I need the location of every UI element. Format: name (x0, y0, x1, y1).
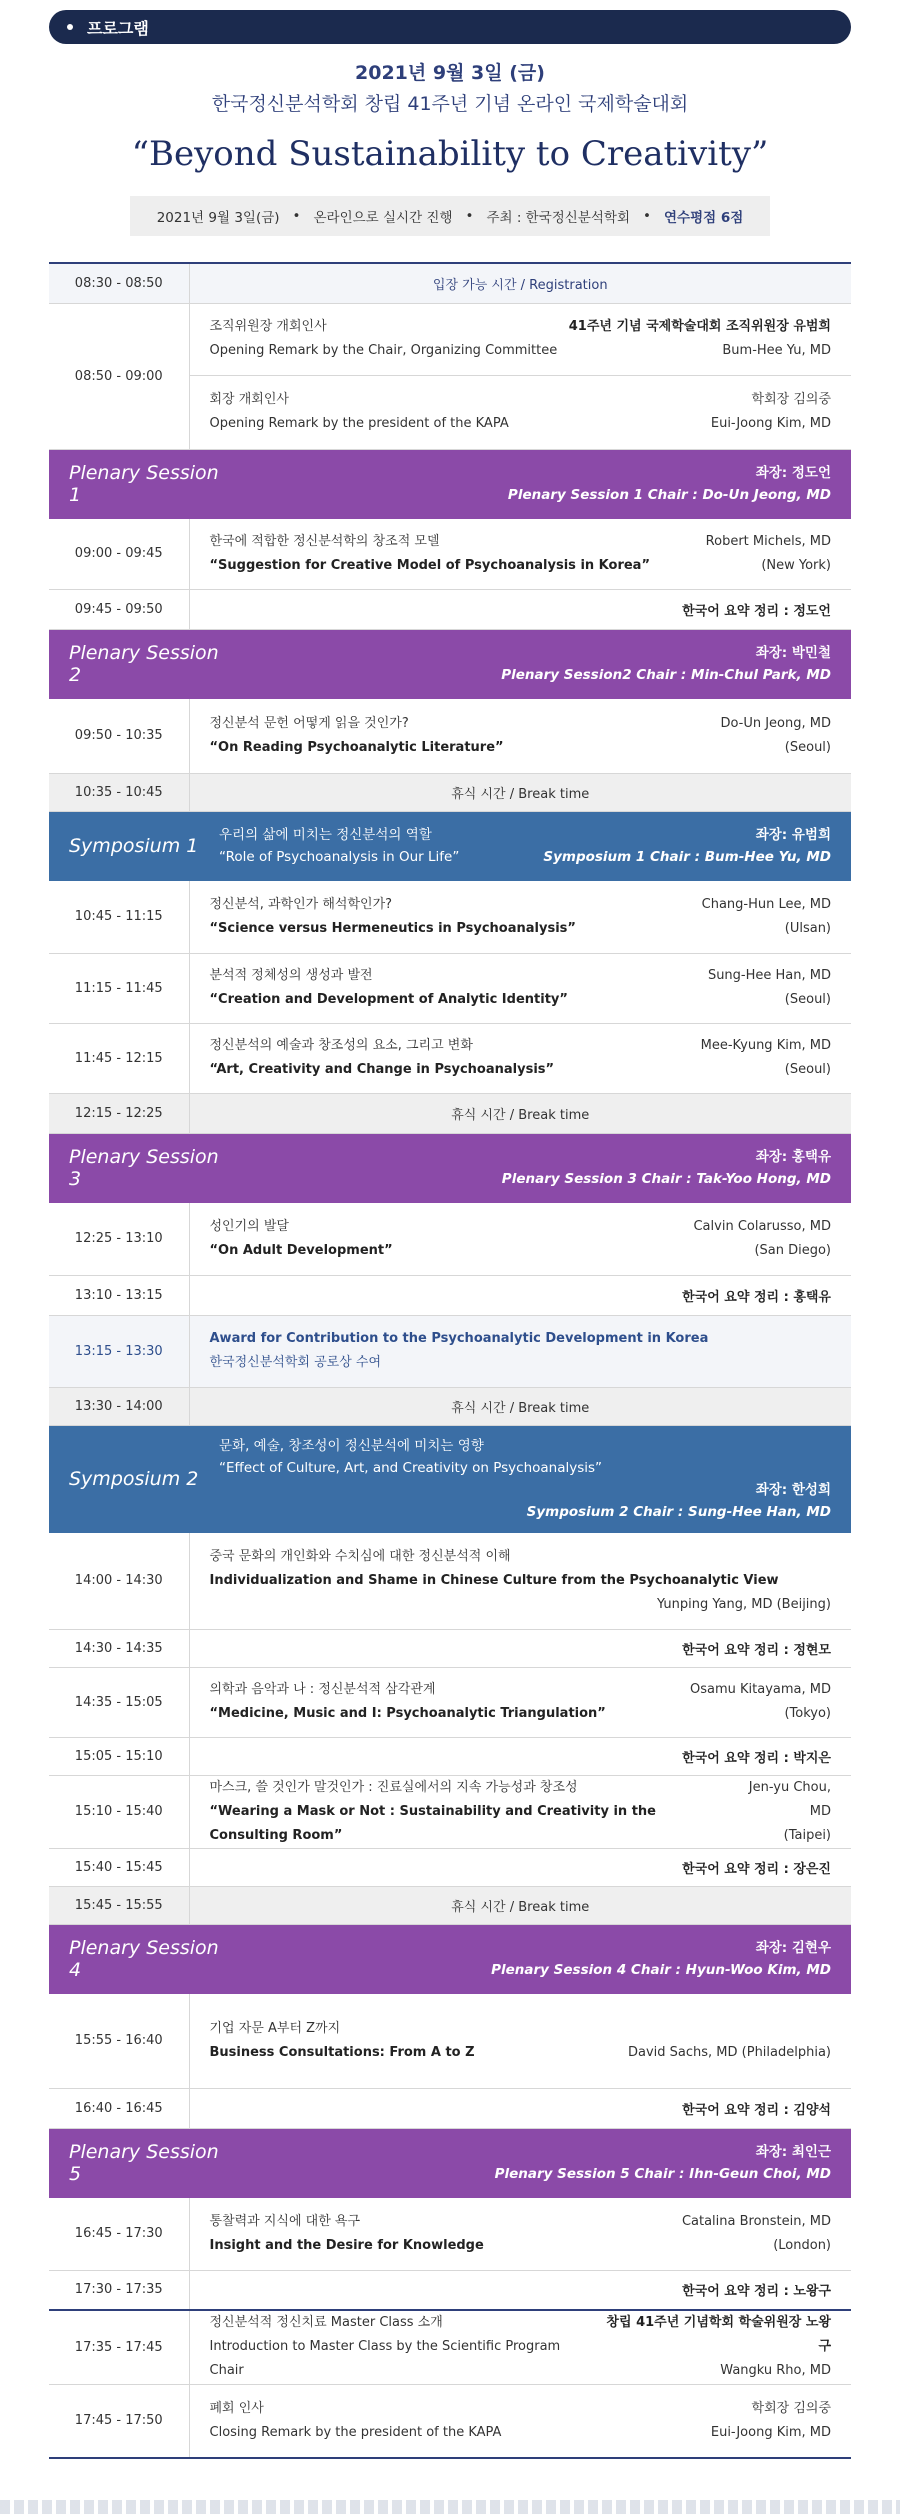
speaker-city: (Taipei) (783, 1827, 831, 1843)
row-time: 13:30 - 14:00 (49, 1387, 189, 1425)
chair-en: Plenary Session 3 Chair : Tak-Yoo Hong, MD (501, 1171, 831, 1188)
row-time: 12:15 - 12:25 (49, 1093, 189, 1133)
schedule-row (49, 1775, 851, 1848)
item-en: Opening Remark by the president of the KAPA (209, 416, 509, 431)
item-ko: 폐회 인사 (209, 2400, 264, 2416)
info-date: 2021년 9월 3일(금) (156, 210, 280, 226)
info-credit: 연수평점 6점 (663, 210, 744, 226)
row-time: 09:50 - 10:35 (49, 699, 189, 773)
talk-ko: 한국에 적합한 정신분석학의 창조적 모델 (209, 533, 440, 549)
break-row (49, 1093, 851, 1133)
speaker-city: (Tokyo) (784, 1706, 831, 1721)
talk-en: “On Reading Psychoanalytic Literature” (209, 739, 504, 755)
schedule-table (49, 262, 851, 2459)
summary-text: 한국어 요약 정리 : 정도언 (189, 589, 851, 629)
event-title: “Beyond Sustainability to Creativity” (131, 134, 769, 174)
speaker: Mee-Kyung Kim, MD (700, 1038, 831, 1053)
talk-en: “Suggestion for Creative Model of Psychoanalysis in Korea” (209, 557, 650, 573)
symposium-theme-en: “Role of Psychoanalysis in Our Life” (219, 849, 460, 866)
row-time: 10:35 - 10:45 (49, 773, 189, 811)
speaker: Sung-Hee Han, MD (707, 968, 831, 983)
speaker-city: (London) (773, 2237, 831, 2253)
summary-text: 한국어 요약 정리 : 정현모 (189, 1629, 851, 1667)
speaker-ko: 창립 41주년 기념학회 학술위원장 노왕구 (606, 2315, 831, 2355)
talk-ko: 의학과 음악과 나 : 정신분석적 삼각관계 (209, 1682, 436, 1697)
session-title: Plenary Session 5 (69, 2141, 219, 2186)
speaker-city: (Ulsan) (784, 920, 831, 936)
symposium-2-band (49, 1425, 851, 1533)
talk-ko: 성인기의 발달 (209, 1218, 289, 1234)
speaker: David Sachs, MD (Philadelphia) (627, 2044, 831, 2060)
talk-ko: 중국 문화의 개인화와 수치심에 대한 정신분석적 이해 (209, 1548, 511, 1564)
speaker: Do-Un Jeong, MD (720, 715, 831, 731)
chair-ko: 좌장: 최인근 (755, 2144, 831, 2161)
row-time: 15:40 - 15:45 (49, 1848, 189, 1886)
item-ko: 조직위원장 개회인사 (209, 319, 327, 334)
row-time: 08:50 - 09:00 (49, 303, 189, 449)
speaker: Calvin Colarusso, MD (693, 1218, 831, 1234)
item-en: Opening Remark by the Chair, Organizing Committee (209, 343, 558, 358)
chair-ko: 좌장: 정도언 (755, 465, 831, 482)
talk-en: “On Adult Development” (209, 1242, 393, 1258)
row-time: 15:45 - 15:55 (49, 1886, 189, 1924)
row-time: 15:10 - 15:40 (49, 1775, 189, 1848)
summary-row (49, 2088, 851, 2128)
row-time: 14:35 - 15:05 (49, 1667, 189, 1737)
speaker-en: Bum-Hee Yu, MD (722, 343, 831, 358)
talk-en: Individualization and Shame in Chinese Culture from the Psychoanalytic View (209, 1572, 779, 1588)
summary-row (49, 1737, 851, 1775)
speaker: Catalina Bronstein, MD (681, 2213, 831, 2229)
summary-text: 한국어 요약 정리 : 노왕구 (189, 2270, 851, 2310)
talk-en: “Creation and Development of Analytic Identity” (209, 992, 568, 1007)
program-label: 프로그램 (87, 18, 149, 38)
event-date: 2021년 9월 3일 (금) (355, 62, 545, 84)
talk-ko: 기업 자문 A부터 Z까지 (209, 2020, 341, 2036)
talk-en: Insight and the Desire for Knowledge (209, 2237, 484, 2253)
talk-en: “Art, Creativity and Change in Psychoanalysis” (209, 1062, 555, 1077)
schedule-row (49, 1203, 851, 1275)
chair-ko: 좌장: 유범희 (755, 827, 831, 844)
row-time: 09:00 - 09:45 (49, 519, 189, 589)
event-info-bar (130, 196, 770, 236)
info-mode: 온라인으로 실시간 진행 (313, 210, 453, 226)
summary-text: 한국어 요약 정리 : 박지은 (189, 1737, 851, 1775)
symposium-theme-en: “Effect of Culture, Art, and Creativity on Psychoanalysis” (219, 1460, 603, 1477)
schedule-row (49, 1667, 851, 1737)
info-separator: • (643, 208, 651, 224)
row-time: 11:15 - 11:45 (49, 953, 189, 1023)
row-time: 13:10 - 13:15 (49, 1275, 189, 1315)
speaker-city: (New York) (761, 557, 831, 573)
info-separator: • (465, 208, 474, 224)
schedule-row (49, 1994, 851, 2088)
schedule-row (49, 519, 851, 589)
row-time: 14:30 - 14:35 (49, 1629, 189, 1667)
summary-row (49, 1275, 851, 1315)
row-time: 08:30 - 08:50 (49, 263, 189, 303)
plenary-session-5-band (49, 2128, 851, 2198)
row-time: 16:45 - 17:30 (49, 2198, 189, 2270)
speaker: Osamu Kitayama, MD (690, 1682, 831, 1697)
summary-text: 한국어 요약 정리 : 홍택유 (189, 1275, 851, 1315)
session-title: Plenary Session 1 (69, 462, 219, 507)
chair-ko: 좌장: 박민철 (755, 645, 831, 662)
chair-en: Symposium 1 Chair : Bum-Hee Yu, MD (543, 849, 831, 866)
talk-ko: 정신분석 문헌 어떻게 읽을 것인가? (209, 715, 409, 731)
plenary-session-2-band (49, 629, 851, 699)
row-time: 09:45 - 09:50 (49, 589, 189, 629)
summary-row (49, 1629, 851, 1667)
plenary-session-3-band (49, 1133, 851, 1203)
schedule-row (49, 2198, 851, 2270)
schedule-row (49, 1023, 851, 1093)
award-row (49, 1315, 851, 1387)
page (49, 0, 851, 2459)
row-time: 14:00 - 14:30 (49, 1533, 189, 1629)
speaker-city: (Seoul) (784, 739, 831, 755)
speaker: Chang-Hun Lee, MD (701, 896, 831, 912)
row-time: 12:25 - 13:10 (49, 1203, 189, 1275)
chair-en: Plenary Session 1 Chair : Do-Un Jeong, MD (507, 487, 831, 504)
talk-ko: 통찰력과 지식에 대한 욕구 (209, 2213, 361, 2229)
talk-en: “Medicine, Music and I: Psychoanalytic Triangulation” (209, 1706, 606, 1721)
speaker-ko: 학회장 김의중 (751, 392, 831, 407)
chair-en: Plenary Session 4 Chair : Hyun-Woo Kim, MD (491, 1962, 831, 1979)
summary-row (49, 1848, 851, 1886)
schedule-row-opening-chair (49, 303, 851, 375)
schedule-row (49, 1533, 851, 1629)
row-time: 15:55 - 16:40 (49, 1994, 189, 2088)
session-title: Plenary Session 3 (69, 1146, 219, 1191)
break-text: 휴식 시간 / Break time (189, 1093, 851, 1133)
chair-ko: 좌장: 김현우 (755, 1940, 831, 1957)
chair-en: Plenary Session2 Chair : Min-Chul Park, MD (501, 667, 831, 684)
talk-ko: 분석적 정체성의 생성과 발전 (209, 968, 373, 983)
item-en: Closing Remark by the president of the KAPA (209, 2424, 502, 2440)
break-row (49, 1387, 851, 1425)
speaker-en: Wangku Rho, MD (720, 2363, 831, 2379)
schedule-row (49, 953, 851, 1023)
talk-ko: 마스크, 쓸 것인가 말것인가 : 진료실에서의 지속 가능성과 창조성 (209, 1779, 578, 1795)
summary-row (49, 2270, 851, 2310)
summary-text: 한국어 요약 정리 : 장은진 (189, 1848, 851, 1886)
info-separator: • (292, 208, 301, 224)
schedule-row (49, 699, 851, 773)
break-text: 휴식 시간 / Break time (189, 1886, 851, 1924)
speaker-city: (San Diego) (754, 1242, 831, 1258)
break-row (49, 773, 851, 811)
chair-ko: 좌장: 한성희 (755, 1482, 831, 1499)
event-header (49, 58, 851, 174)
speaker-ko: 학회장 김의중 (751, 2400, 831, 2416)
talk-en: “Wearing a Mask or Not : Sustainability and Creativity in the Consulting Room” (209, 1803, 656, 1843)
award-title-en: Award for Contribution to the Psychoanalytic Development in Korea (209, 1331, 709, 1346)
session-title: Plenary Session 4 (69, 1937, 219, 1982)
symposium-theme-ko: 우리의 삶에 미치는 정신분석의 역할 (219, 827, 432, 844)
bullet-icon (67, 24, 73, 30)
row-time: 17:30 - 17:35 (49, 2270, 189, 2310)
schedule-row-registration (49, 263, 851, 303)
row-time: 13:15 - 13:30 (49, 1315, 189, 1387)
talk-en: Business Consultations: From A to Z (209, 2044, 475, 2060)
summary-row (49, 589, 851, 629)
talk-en: “Science versus Hermeneutics in Psychoanalysis” (209, 920, 576, 936)
session-title: Symposium 1 (69, 835, 199, 858)
row-time: 16:40 - 16:45 (49, 2088, 189, 2128)
chair-en: Plenary Session 5 Chair : Ihn-Geun Choi, MD (494, 2166, 831, 2183)
speaker-en: Eui-Joong Kim, MD (710, 2424, 831, 2440)
chair-ko: 좌장: 홍택유 (755, 1149, 831, 1166)
speaker-city: (Seoul) (784, 992, 831, 1007)
speaker-en: Eui-Joong Kim, MD (710, 416, 831, 431)
row-time: 17:45 - 17:50 (49, 2384, 189, 2458)
row-time: 11:45 - 12:15 (49, 1023, 189, 1093)
chair-en: Symposium 2 Chair : Sung-Hee Han, MD (526, 1504, 831, 1521)
speaker: Yunping Yang, MD (Beijing) (656, 1596, 831, 1612)
symposium-theme-ko: 문화, 예술, 창조성이 정신분석에 미치는 영향 (219, 1438, 484, 1455)
event-subtitle: 한국정신분석학회 창립 41주년 기념 온라인 국제학술대회 (211, 93, 689, 115)
speaker-ko: 41주년 기념 국제학술대회 조직위원장 유범희 (568, 319, 831, 334)
row-time: 10:45 - 11:15 (49, 881, 189, 953)
symposium-1-band (49, 811, 851, 881)
break-text: 휴식 시간 / Break time (189, 1387, 851, 1425)
program-section-bar (49, 10, 851, 44)
summary-text: 한국어 요약 정리 : 김양석 (189, 2088, 851, 2128)
info-host: 주최 : 한국정신분석학회 (486, 210, 631, 226)
item-ko: 회장 개회인사 (209, 392, 289, 407)
plenary-session-4-band (49, 1924, 851, 1994)
session-title: Symposium 2 (69, 1468, 199, 1491)
schedule-row-closing (49, 2384, 851, 2458)
speaker: Robert Michels, MD (705, 533, 831, 549)
plenary-session-1-band (49, 449, 851, 519)
speaker: Jen-yu Chou, MD (748, 1779, 831, 1819)
break-text: 휴식 시간 / Break time (189, 773, 851, 811)
row-time: 15:05 - 15:10 (49, 1737, 189, 1775)
row-time: 17:35 - 17:45 (49, 2310, 189, 2384)
item-en: Introduction to Master Class by the Scientific Program Chair (209, 2339, 561, 2379)
award-title-ko: 한국정신분석학회 공로상 수여 (209, 1355, 382, 1370)
speaker-city: (Seoul) (784, 1062, 831, 1077)
talk-ko: 정신분석, 과학인가 해석학인가? (209, 896, 393, 912)
talk-ko: 정신분석의 예술과 창조성의 요소, 그리고 변화 (209, 1038, 473, 1053)
schedule-row-master-class (49, 2310, 851, 2384)
break-row (49, 1886, 851, 1924)
session-title: Plenary Session 2 (69, 642, 219, 687)
row-text: 입장 가능 시간 / Registration (189, 263, 851, 303)
item-ko: 정신분석적 정신치료 Master Class 소개 (209, 2315, 443, 2331)
footer-pattern (0, 2500, 900, 2514)
schedule-row (49, 881, 851, 953)
